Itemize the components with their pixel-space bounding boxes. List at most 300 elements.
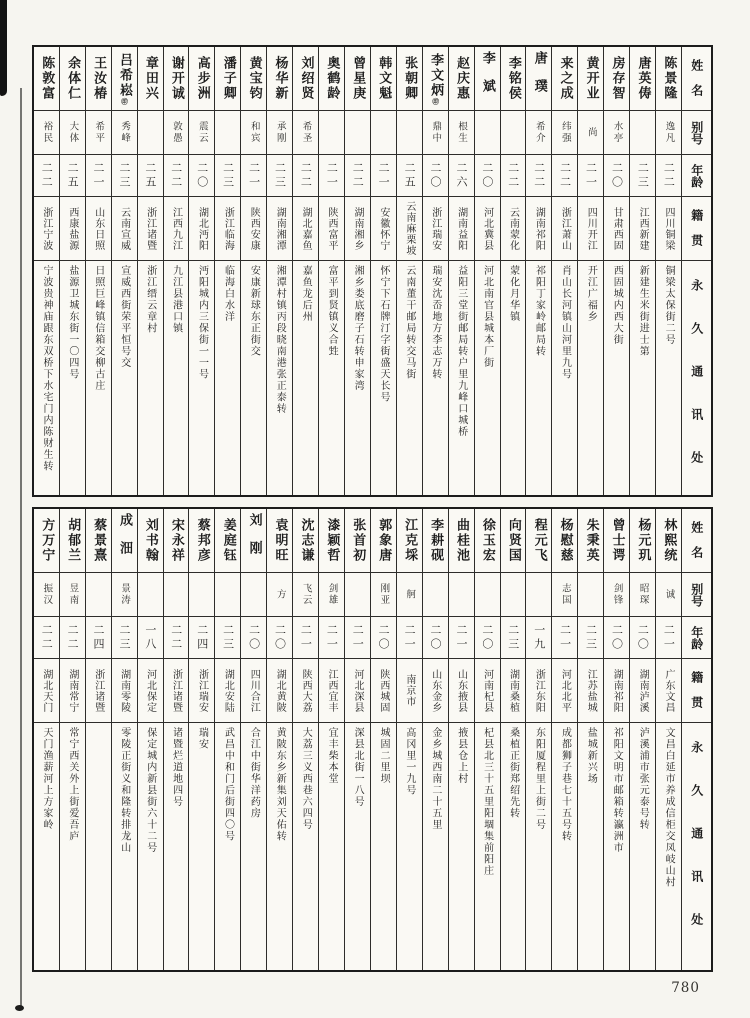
header-age-cell (682, 155, 711, 197)
person-column (241, 509, 267, 970)
person-column (656, 509, 682, 970)
person-alias: 景涛 (112, 573, 137, 617)
person-alias: 刚亚 (371, 573, 396, 617)
person-column (604, 47, 630, 495)
person-column (552, 47, 578, 495)
person-alias (578, 573, 603, 617)
person-name: 杨元玑 (630, 509, 655, 573)
person-name: 吕希崧㊞ (112, 47, 137, 111)
person-alias (319, 111, 344, 155)
person-age: 二〇 (267, 617, 292, 659)
header-alias-cell (682, 111, 711, 155)
person-name: 韩文魁 (371, 47, 396, 111)
person-name: 曾星庚 (345, 47, 370, 111)
person-native-place: 湖南桑植 (501, 659, 526, 723)
person-address: 宁波贵神庙跟东双桥下水宅门内陈财生转 (41, 265, 52, 472)
person-age: 二二 (526, 155, 551, 197)
person-native-place: 湖北沔阳 (189, 197, 214, 261)
person-address: 湘潭村镇丙段晓南港张正泰转 (274, 265, 286, 415)
person-alias (189, 573, 214, 617)
person-alias (501, 573, 526, 617)
person-native-place: 浙江东阳 (526, 659, 551, 723)
header-address-cell (682, 261, 711, 495)
person-name: 姜庭钰 (215, 509, 240, 573)
person-alias (371, 111, 396, 155)
person-age: 二一 (293, 617, 318, 659)
person-column (423, 509, 449, 970)
person-age: 二一 (397, 617, 422, 659)
person-address: 蒙化月华镇 (507, 265, 519, 323)
person-address: 怀宁下石牌汀字街盛天长号 (377, 265, 389, 403)
person-native-place: 湖南祁阳 (604, 659, 629, 723)
person-alias (397, 111, 422, 155)
person-column (215, 47, 241, 495)
person-alias (501, 111, 526, 155)
person-name: 唐璞 (526, 47, 551, 111)
person-address: 瑞安 (196, 727, 208, 750)
person-alias (449, 573, 474, 617)
person-alias (526, 573, 551, 617)
person-alias: 希圣 (293, 111, 318, 155)
name-annotation-mark: ㊞ (431, 97, 440, 105)
person-native-place: 浙江瑞安 (423, 197, 448, 261)
person-native-place: 广东文昌 (656, 659, 681, 723)
person-age: 二〇 (371, 617, 396, 659)
person-column (552, 509, 578, 970)
person-column (138, 509, 164, 970)
person-alias: 大体 (60, 111, 85, 155)
person-native-place: 浙江萧山 (552, 197, 577, 261)
person-age: 二〇 (475, 617, 500, 659)
person-age: 二一 (319, 155, 344, 197)
person-column (345, 47, 371, 495)
person-age: 二〇 (604, 155, 629, 197)
person-name: 徐玉宏 (475, 509, 500, 573)
person-column (475, 509, 501, 970)
person-address: 嘉鱼龙后州 (300, 265, 312, 323)
person-alias (345, 111, 370, 155)
header-address-label: 永久通讯处 (689, 279, 704, 494)
person-native-place: 陕西大荔 (293, 659, 318, 723)
person-native-place: 浙江诸暨 (164, 659, 189, 723)
person-native-place: 河北保定 (138, 659, 163, 723)
person-age: 二〇 (475, 155, 500, 197)
header-age-label: 年龄 (689, 163, 704, 188)
person-age: 二二 (293, 155, 318, 197)
person-native-place: 四川开江 (578, 197, 603, 261)
person-column (112, 47, 138, 495)
header-native-label: 籍贯 (689, 670, 704, 721)
person-age: 二三 (630, 155, 655, 197)
person-age: 二一 (319, 617, 344, 659)
person-native-place: 浙江宁波 (34, 197, 59, 261)
person-column (164, 47, 190, 495)
person-age: 二三 (578, 617, 603, 659)
person-age: 二〇 (630, 617, 655, 659)
person-native-place: 浙江临海 (215, 197, 240, 261)
header-age-label: 年龄 (689, 625, 704, 650)
person-age: 二二 (656, 155, 681, 197)
person-column (423, 47, 449, 495)
person-name: 方万宁 (34, 509, 59, 573)
person-name: 沈志谦 (293, 509, 318, 573)
person-name: 杨慰慈 (552, 509, 577, 573)
person-address: 富平到贤镇义合甡 (326, 265, 338, 357)
person-native-place: 陕西富平 (319, 197, 344, 261)
person-age: 二五 (138, 155, 163, 197)
person-address: 深县北街一八号 (352, 727, 364, 808)
person-alias: 希平 (86, 111, 111, 155)
person-native-place: 山东掖县 (449, 659, 474, 723)
person-column (345, 509, 371, 970)
person-native-place: 南京市 (397, 659, 422, 723)
person-name: 胡郁兰 (60, 509, 85, 573)
person-address: 常宁西关外上街爱吾庐 (66, 727, 78, 842)
person-native-place: 河南杞县 (475, 659, 500, 723)
person-name: 李铭侯 (501, 47, 526, 111)
header-column (682, 47, 711, 495)
person-alias: 敦愚 (164, 111, 189, 155)
person-native-place: 湖南湘乡 (345, 197, 370, 261)
person-address: 河北南官县城本厂街 (481, 265, 493, 369)
person-name: 来之成 (552, 47, 577, 111)
person-age: 二一 (86, 155, 111, 197)
person-column (578, 47, 604, 495)
person-name: 赵庆惠 (449, 47, 474, 111)
person-column (319, 47, 345, 495)
person-native-place: 湖北黄陂 (267, 659, 292, 723)
header-name-cell (682, 509, 711, 573)
person-name: 漆颖哲 (319, 509, 344, 573)
person-alias: 震云 (189, 111, 214, 155)
person-age: 二二 (34, 155, 59, 197)
person-alias: 纬强 (552, 111, 577, 155)
person-column (189, 509, 215, 970)
person-age: 二四 (86, 617, 111, 659)
person-name: 郭象唐 (371, 509, 396, 573)
person-alias: 秀峰 (112, 111, 137, 155)
person-name: 章田兴 (138, 47, 163, 111)
person-column (319, 509, 345, 970)
directory-tables (32, 45, 713, 972)
person-name: 蔡景熹 (86, 509, 111, 573)
person-age: 一九 (526, 617, 551, 659)
person-column (604, 509, 630, 970)
person-age: 二二 (501, 155, 526, 197)
person-age: 二二 (34, 617, 59, 659)
header-alias-label: 别号 (689, 582, 704, 607)
header-column (682, 509, 711, 970)
header-address-label: 永久通讯处 (689, 741, 704, 956)
person-age: 二二 (60, 617, 85, 659)
person-column (397, 47, 423, 495)
person-name: 李斌 (475, 47, 500, 111)
person-column (501, 47, 527, 495)
person-address: 肖山长河镇山河里九号 (559, 265, 571, 380)
person-alias: 志国 (552, 573, 577, 617)
person-address: 西固城内西大街 (611, 265, 623, 346)
person-name: 林熙统 (656, 509, 681, 573)
person-address: 黄陂东乡新集刘天佑转 (274, 727, 286, 842)
person-address: 沔阳城内三保街一一号 (196, 265, 208, 380)
person-column (112, 509, 138, 970)
person-age: 二〇 (604, 617, 629, 659)
person-address: 盐源卫城东街一〇四号 (66, 265, 78, 380)
person-column (526, 509, 552, 970)
person-name: 刘书翰 (138, 509, 163, 573)
person-address: 成都狮子巷七十五号转 (559, 727, 571, 842)
person-native-place: 西康盐源 (60, 197, 85, 261)
person-alias: 舸 (397, 573, 422, 617)
person-address: 泸溪浦市张元泰号转 (637, 727, 649, 831)
person-alias: 鼎中 (423, 111, 448, 155)
person-alias (138, 573, 163, 617)
person-alias (241, 573, 266, 617)
person-native-place: 浙江诸暨 (138, 197, 163, 261)
person-native-place: 湖北安陆 (215, 659, 240, 723)
person-age: 二一 (241, 155, 266, 197)
person-address (86, 723, 111, 970)
person-name: 奥鹤龄 (319, 47, 344, 111)
person-alias (475, 111, 500, 155)
person-native-place: 云南宣威 (112, 197, 137, 261)
person-native-place: 陕西城固 (371, 659, 396, 723)
header-native-cell (682, 659, 711, 723)
person-alias: 根生 (449, 111, 474, 155)
header-native-label: 籍贯 (689, 208, 704, 259)
person-column (60, 509, 86, 970)
person-name: 张朝卿 (397, 47, 422, 111)
person-address: 掖县仓上村 (455, 727, 467, 785)
person-age: 二三 (215, 155, 240, 197)
person-address: 云南董干邮局转交马街 (403, 265, 415, 380)
person-native-place: 山东日照 (86, 197, 111, 261)
person-column (86, 509, 112, 970)
person-name: 王汝椿 (86, 47, 111, 111)
person-address: 祁阳文明市邮箱转瀛洲市 (611, 727, 623, 854)
person-age: 二〇 (423, 617, 448, 659)
person-address: 安康新球东正街交 (248, 265, 260, 357)
person-address: 浙江缙云章村 (144, 265, 156, 334)
header-name-label: 姓名 (689, 520, 704, 571)
person-name: 向贤国 (501, 509, 526, 573)
person-native-place: 云南蒙化 (501, 197, 526, 261)
person-column (371, 47, 397, 495)
person-age: 二〇 (241, 617, 266, 659)
person-native-place: 河北冀县 (475, 197, 500, 261)
person-alias: 昱南 (60, 573, 85, 617)
person-column (630, 47, 656, 495)
person-native-place: 山东金乡 (423, 659, 448, 723)
person-age: 二一 (449, 617, 474, 659)
person-age: 二五 (397, 155, 422, 197)
person-alias: 飞云 (293, 573, 318, 617)
person-age: 二一 (345, 617, 370, 659)
person-age: 二一 (656, 617, 681, 659)
person-column (293, 47, 319, 495)
person-native-place: 甘肃西固 (604, 197, 629, 261)
person-address: 金乡城西南二十五里 (429, 727, 441, 831)
header-alias-label: 别号 (689, 120, 704, 145)
person-age: 二六 (449, 155, 474, 197)
person-name: 袁明旺 (267, 509, 292, 573)
person-address: 天门渔薪河上方家岭 (41, 727, 52, 831)
person-native-place: 安徽怀宁 (371, 197, 396, 261)
person-native-place: 湖南常宁 (60, 659, 85, 723)
person-name: 余体仁 (60, 47, 85, 111)
person-address: 临海白水洋 (222, 265, 234, 323)
person-name: 刘绍贤 (293, 47, 318, 111)
person-address: 武昌中和门后街四〇号 (222, 727, 234, 842)
person-column (164, 509, 190, 970)
person-address: 杞县北三十五里阳堌集前阳庄 (481, 727, 493, 877)
person-name: 江克埰 (397, 509, 422, 573)
person-alias (138, 111, 163, 155)
person-column (215, 509, 241, 970)
scan-dot-bottom-left (15, 1005, 24, 1011)
person-column (138, 47, 164, 495)
person-age: 二一 (552, 617, 577, 659)
person-address: 九江县港口镇 (170, 265, 182, 334)
person-alias: 和宾 (241, 111, 266, 155)
person-name: 李文炳㊞ (423, 47, 448, 111)
person-alias: 振汉 (34, 573, 59, 617)
person-column (578, 509, 604, 970)
person-name: 黄宝钧 (241, 47, 266, 111)
person-age: 二〇 (189, 155, 214, 197)
person-alias (423, 573, 448, 617)
binding-line (20, 88, 22, 1006)
person-column (371, 509, 397, 970)
person-age: 一八 (138, 617, 163, 659)
person-address: 瑞安沈岙地方李志万转 (429, 265, 441, 380)
person-column (475, 47, 501, 495)
person-column (86, 47, 112, 495)
person-native-place: 河北深县 (345, 659, 370, 723)
person-name: 黄开业 (578, 47, 603, 111)
person-address: 铜梁太保街二号 (663, 265, 675, 346)
person-name: 杨华新 (267, 47, 292, 111)
person-name: 张首初 (345, 509, 370, 573)
person-alias (215, 573, 240, 617)
person-age: 二四 (189, 617, 214, 659)
person-name: 刘刚 (241, 509, 266, 573)
person-address: 合江中街华洋药房 (248, 727, 260, 819)
person-age: 二一 (371, 155, 396, 197)
person-native-place: 陕西安康 (241, 197, 266, 261)
person-native-place: 浙江诸暨 (86, 659, 111, 723)
name-annotation-mark: ㊞ (120, 97, 128, 105)
person-native-place: 浙江瑞安 (189, 659, 214, 723)
person-alias (86, 573, 111, 617)
person-address: 新建生米街进士第 (637, 265, 649, 357)
person-name: 高步洲 (189, 47, 214, 111)
person-alias (215, 111, 240, 155)
person-alias (475, 573, 500, 617)
person-address: 高冈里一九号 (403, 727, 415, 796)
person-age: 二三 (501, 617, 526, 659)
person-native-place: 湖南零陵 (112, 659, 137, 723)
person-column (241, 47, 267, 495)
person-name: 朱秉英 (578, 509, 603, 573)
person-native-place: 云南麻栗坡 (397, 197, 422, 261)
person-alias: 希介 (526, 111, 551, 155)
person-address: 盐城新兴场 (585, 727, 597, 785)
person-native-place: 江西宜丰 (319, 659, 344, 723)
person-native-place: 江西新建 (630, 197, 655, 261)
person-alias (345, 573, 370, 617)
person-column (630, 509, 656, 970)
person-age: 二二 (164, 155, 189, 197)
person-column (34, 47, 60, 495)
person-column (60, 47, 86, 495)
page-number: 780 (671, 980, 700, 996)
person-age: 二三 (267, 155, 292, 197)
person-alias: 尚 (578, 111, 603, 155)
person-age: 二三 (112, 617, 137, 659)
person-native-place: 湖南泸溪 (630, 659, 655, 723)
scan-smudge-top-left (0, 0, 7, 96)
person-address: 湘乡娄底磨子石转申家湾 (352, 265, 364, 392)
person-alias: 剑锋 (604, 573, 629, 617)
person-native-place: 湖南湘潭 (267, 197, 292, 261)
person-column (526, 47, 552, 495)
person-age: 二二 (552, 155, 577, 197)
person-column (267, 47, 293, 495)
person-age: 二一 (578, 155, 603, 197)
person-alias: 剑雄 (319, 573, 344, 617)
person-address: 零陵正街义和隆转排龙山 (118, 727, 130, 854)
person-native-place: 四川合江 (241, 659, 266, 723)
person-age: 二三 (215, 617, 240, 659)
person-column (267, 509, 293, 970)
person-age: 二〇 (423, 155, 448, 197)
person-alias: 诚 (656, 573, 681, 617)
person-name: 成沺 (112, 509, 137, 573)
person-address: 宜丰柴本堂 (326, 727, 338, 785)
person-native-place: 四川铜梁 (656, 197, 681, 261)
person-name: 蔡邦彦 (189, 509, 214, 573)
person-alias: 方 (267, 573, 292, 617)
person-column (189, 47, 215, 495)
person-native-place: 湖北天门 (34, 659, 59, 723)
person-name: 谢开诚 (164, 47, 189, 111)
person-age: 二二 (164, 617, 189, 659)
header-alias-cell (682, 573, 711, 617)
person-alias (164, 573, 189, 617)
person-address: 开江广福乡 (585, 265, 597, 323)
person-column (501, 509, 527, 970)
person-alias (630, 111, 655, 155)
person-column (397, 509, 423, 970)
person-name: 陈景隆 (656, 47, 681, 111)
header-age-cell (682, 617, 711, 659)
person-name: 宋永祥 (164, 509, 189, 573)
person-column (293, 509, 319, 970)
header-name-label: 姓名 (689, 58, 704, 109)
person-address: 城固二里坝 (377, 727, 389, 785)
header-native-cell (682, 197, 711, 261)
person-native-place: 江苏盐城 (578, 659, 603, 723)
person-native-place: 湖南祁阳 (526, 197, 551, 261)
person-address: 保定城内新县街六十二号 (144, 727, 156, 854)
header-address-cell (682, 723, 711, 970)
person-native-place: 湖南益阳 (449, 197, 474, 261)
person-native-place: 河北北平 (552, 659, 577, 723)
person-name: 陈敦富 (34, 47, 59, 111)
person-name: 潘子卿 (215, 47, 240, 111)
directory-table-bottom (32, 507, 713, 972)
